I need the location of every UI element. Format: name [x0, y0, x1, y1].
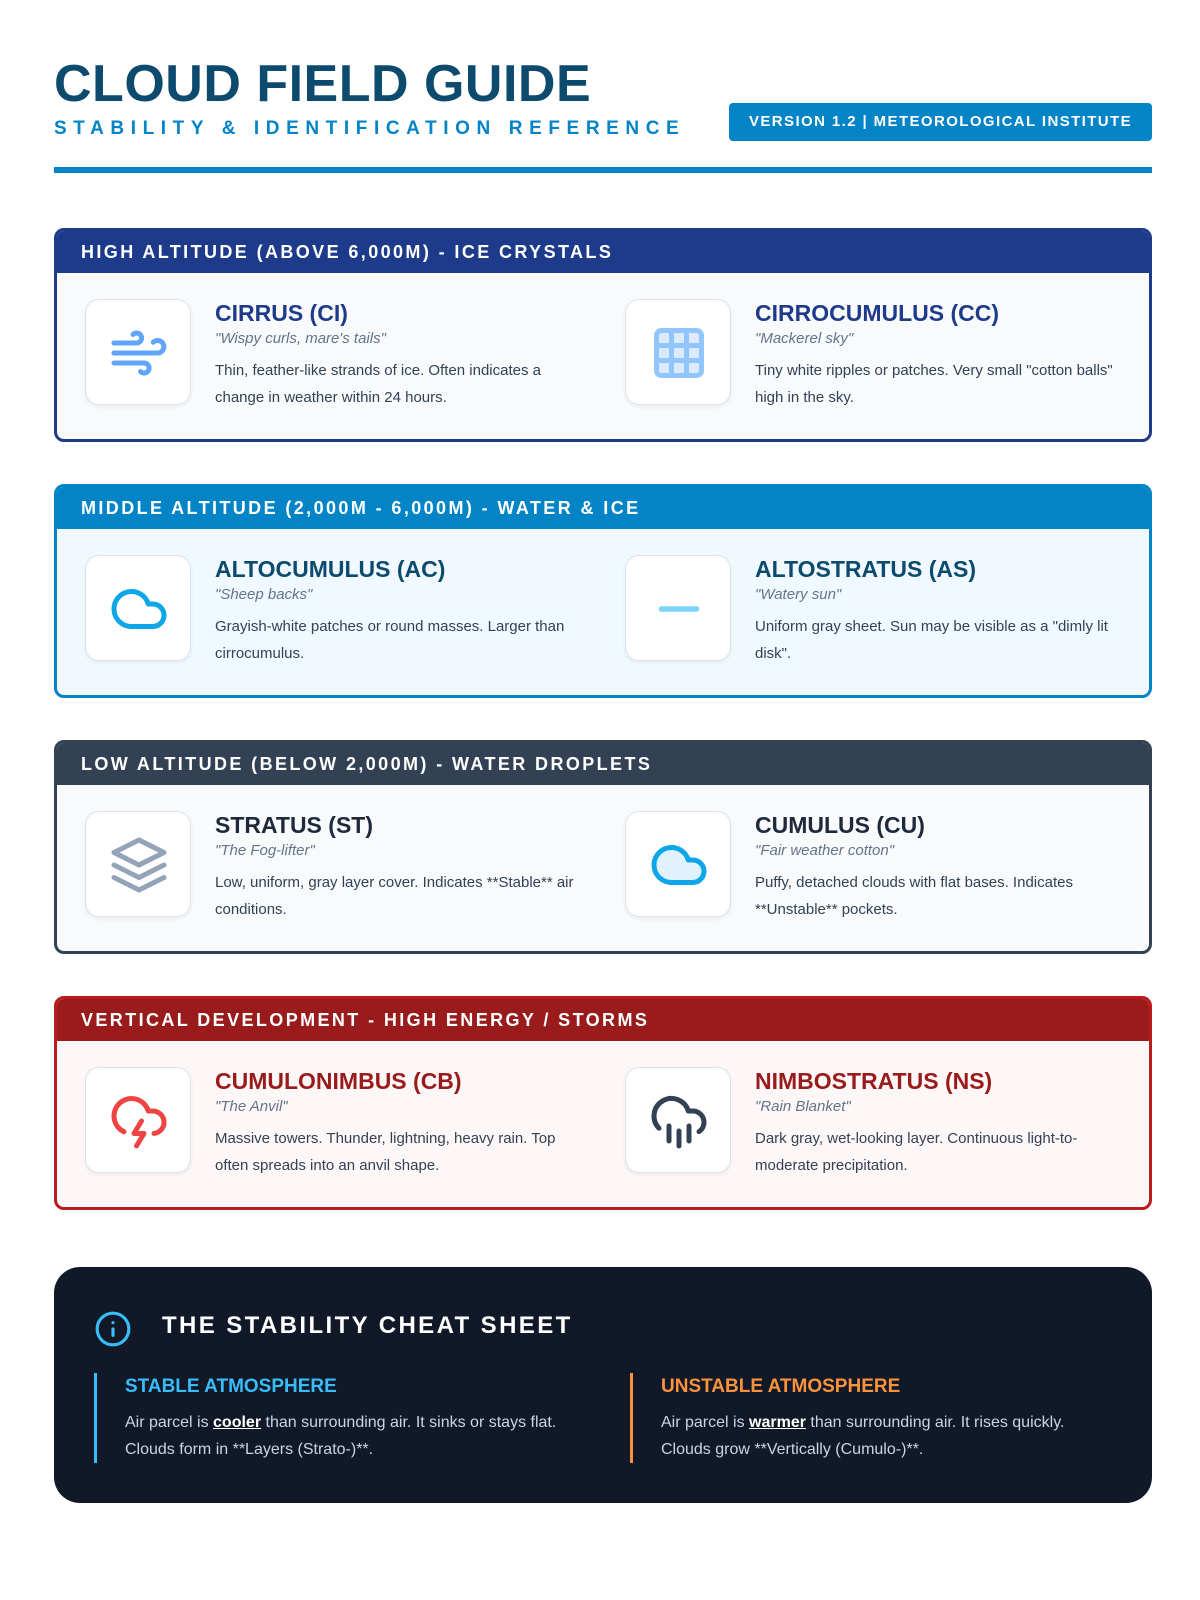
cloud-nickname: "Fair weather cotton" — [755, 842, 895, 859]
wind-icon — [109, 323, 169, 383]
section-vertical-development — [54, 996, 1152, 1210]
cloud-card-stratus — [85, 811, 605, 921]
section-title: HIGH ALTITUDE (ABOVE 6,000M) - ICE CRYSTALS — [57, 231, 1149, 273]
cloud-name: CUMULONIMBUS (CB) — [215, 1068, 462, 1094]
unstable-title: UNSTABLE ATMOSPHERE — [661, 1376, 901, 1397]
cloud-nickname: "Sheep backs" — [215, 586, 313, 603]
cloud-card-altostratus — [625, 555, 1145, 665]
cloud-description: Grayish-white patches or round masses. Larger than cirrocumulus. — [215, 618, 565, 662]
cloud-description: Massive towers. Thunder, lightning, heavy rain. Top often spreads into an anvil shape. — [215, 1130, 556, 1174]
grid-icon — [649, 323, 709, 383]
stable-text-before: Air parcel is — [125, 1414, 214, 1431]
cloud-name: ALTOCUMULUS (AC) — [215, 556, 446, 582]
cloud-icon-box — [85, 811, 191, 917]
cloud-description: Puffy, detached clouds with flat bases. Indicates **Unstable** pockets. — [755, 874, 1073, 918]
cloud-nickname: "Mackerel sky" — [755, 330, 854, 347]
cloud-card-cirrus — [85, 299, 605, 409]
cloud-name: CIRRUS (CI) — [215, 300, 348, 326]
cloud-card-cumulonimbus — [85, 1067, 605, 1177]
minus-icon — [649, 579, 709, 639]
section-low-altitude — [54, 740, 1152, 954]
cloud-name: STRATUS (ST) — [215, 812, 374, 838]
cloud-icon-box — [625, 1067, 731, 1173]
cloud-description: Thin, feather-like strands of ice. Often indicates a change in weather within 24 hours. — [215, 362, 541, 406]
cloud-name: ALTOSTRATUS (AS) — [755, 556, 977, 582]
stable-text-after: than surrounding air. It sinks or stays flat. Clouds form in **Layers (Strato-)**. — [125, 1414, 557, 1458]
section-title: LOW ALTITUDE (BELOW 2,000M) - WATER DROPLETS — [57, 743, 1149, 785]
storm-icon — [109, 1091, 169, 1151]
section-title: MIDDLE ALTITUDE (2,000M - 6,000M) - WATER & ICE — [57, 487, 1149, 529]
stable-title: STABLE ATMOSPHERE — [125, 1376, 337, 1397]
unstable-emphasis: warmer — [749, 1414, 806, 1431]
cheat-sheet-title: THE STABILITY CHEAT SHEET — [162, 1312, 573, 1339]
cloud-icon-box — [625, 299, 731, 405]
cloud-card-altocumulus — [85, 555, 605, 665]
unstable-text — [661, 1409, 1101, 1463]
cloud-name: CUMULUS (CU) — [755, 812, 925, 838]
section-high-altitude — [54, 228, 1152, 442]
cloud-icon-box — [85, 555, 191, 661]
layers-icon — [109, 835, 169, 895]
cloud-icon-box — [625, 811, 731, 917]
cloud-name: CIRROCUMULUS (CC) — [755, 300, 1000, 326]
cloud-description: Low, uniform, gray layer cover. Indicates **Stable** air conditions. — [215, 874, 574, 918]
cloud-card-nimbostratus — [625, 1067, 1145, 1177]
cloud-name: NIMBOSTRATUS (NS) — [755, 1068, 993, 1094]
header-divider — [54, 167, 1152, 173]
cloud-description: Tiny white ripples or patches. Very small "cotton balls" high in the sky. — [755, 362, 1113, 406]
cloud-nickname: "Rain Blanket" — [755, 1098, 851, 1115]
cloud-icon-box — [625, 555, 731, 661]
cloud-nickname: "Watery sun" — [755, 586, 842, 603]
cloud-icon — [649, 835, 709, 895]
stable-emphasis: cooler — [213, 1414, 262, 1431]
cloud-card-cirrocumulus — [625, 299, 1145, 409]
unstable-text-after: than surrounding air. It rises quickly. Clouds grow **Vertically (Cumulo-)**. — [661, 1414, 1065, 1458]
stability-cheat-sheet — [54, 1267, 1152, 1503]
cloud-icon — [109, 579, 169, 639]
cloud-card-cumulus — [625, 811, 1145, 921]
section-title: VERTICAL DEVELOPMENT - HIGH ENERGY / STORMS — [57, 999, 1149, 1041]
cloud-description: Dark gray, wet-looking layer. Continuous light-to-moderate precipitation. — [755, 1130, 1078, 1174]
version-badge: VERSION 1.2 | METEOROLOGICAL INSTITUTE — [729, 103, 1152, 141]
cloud-icon-box — [85, 299, 191, 405]
info-icon — [94, 1310, 132, 1348]
unstable-text-before: Air parcel is — [661, 1414, 750, 1431]
cloud-nickname: "The Anvil" — [215, 1098, 288, 1115]
page-title: CLOUD FIELD GUIDE — [54, 55, 592, 113]
section-middle-altitude — [54, 484, 1152, 698]
cloud-icon-box — [85, 1067, 191, 1173]
rain-icon — [649, 1091, 709, 1151]
page-subtitle: STABILITY & IDENTIFICATION REFERENCE — [54, 118, 686, 139]
cloud-nickname: "Wispy curls, mare's tails" — [215, 330, 386, 347]
page-header — [54, 52, 1152, 176]
cloud-nickname: "The Fog-lifter" — [215, 842, 315, 859]
unstable-atmosphere-column — [630, 1373, 1110, 1463]
stable-atmosphere-column — [94, 1373, 574, 1463]
stable-text — [125, 1409, 565, 1463]
cloud-description: Uniform gray sheet. Sun may be visible as a "dimly lit disk". — [755, 618, 1108, 662]
